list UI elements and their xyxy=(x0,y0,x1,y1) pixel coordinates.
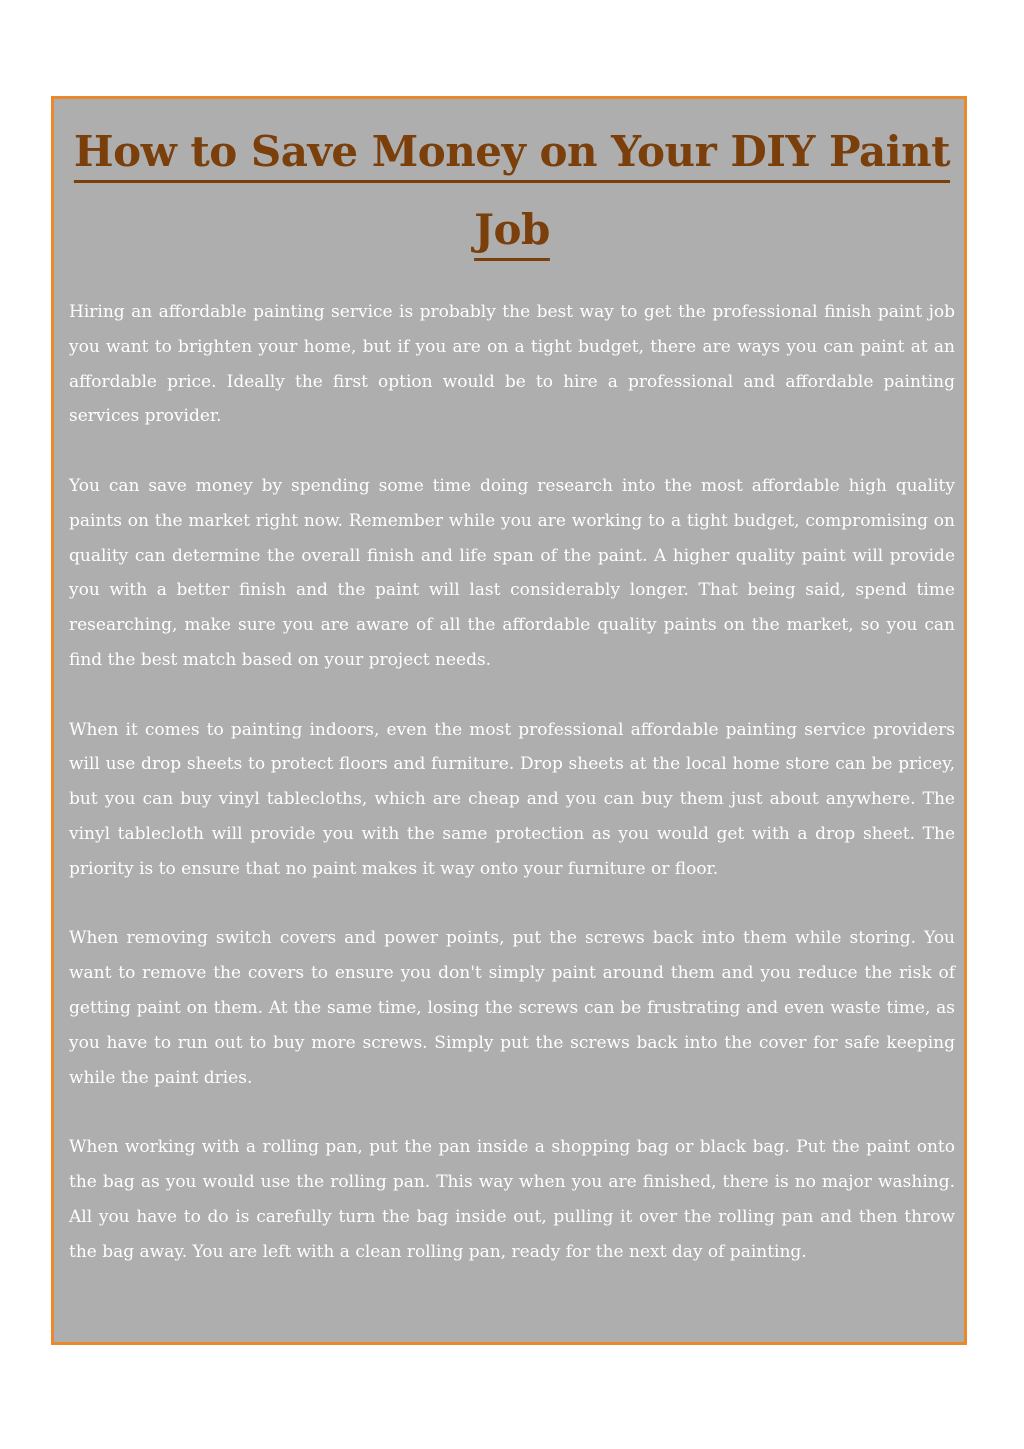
document-body xyxy=(69,295,955,1304)
paragraph-3: When it comes to painting indoors, even the most professional affordable painting service providers will use drop sheets to protect floors and furniture. Drop sheets at the local home store can be pricey, but you can buy vinyl tablecloths, which are cheap and you can buy them just about anywhere. The vinyl tablecloth will provide you with the same protection as you would get with a drop sheet. The priority is to ensure that no paint makes it way onto your furniture or floor. xyxy=(69,719,955,879)
paragraph-4: When removing switch covers and power points, put the screws back into them while storing. You want to remove the covers to ensure you don't simply paint around them and you reduce the risk of getting paint on them. At the same time, losing the screws can be frustrating and even waste time, as you have to run out to buy more screws. Simply put the screws back into the cover for safe keeping while the paint dries. xyxy=(69,928,955,1088)
paragraph-5: When working with a rolling pan, put the pan inside a shopping bag or black bag. Put the paint onto the bag as you would use the rolling pan. This way when you are finished, there is no major washing. All you have to do is carefully turn the bag inside out, pulling it over the rolling pan and then throw the bag away. You are left with a clean rolling pan, ready for the next day of painting. xyxy=(69,1137,955,1262)
page-title-text: How to Save Money on Your DIY Paint Job xyxy=(73,127,951,254)
paragraph-1: Hiring an affordable painting service is probably the best way to get the professional finish paint job you want to brighten your home, but if you are on a tight budget, there are ways you can paint at an affordable price. Ideally the first option would be to hire a professional and affordable painting services provider. xyxy=(69,302,955,427)
page-title xyxy=(70,113,954,269)
paragraph-2: You can save money by spending some time doing research into the most affordable high quality paints on the market right now. Remember while you are working to a tight budget, compromising on quality can determine the overall finish and life span of the paint. A higher quality paint will provide you with a better finish and the paint will last considerably longer. That being said, spend time researching, make sure you are aware of all the affordable quality paints on the market, so you can find the best match based on your project needs. xyxy=(69,475,955,670)
